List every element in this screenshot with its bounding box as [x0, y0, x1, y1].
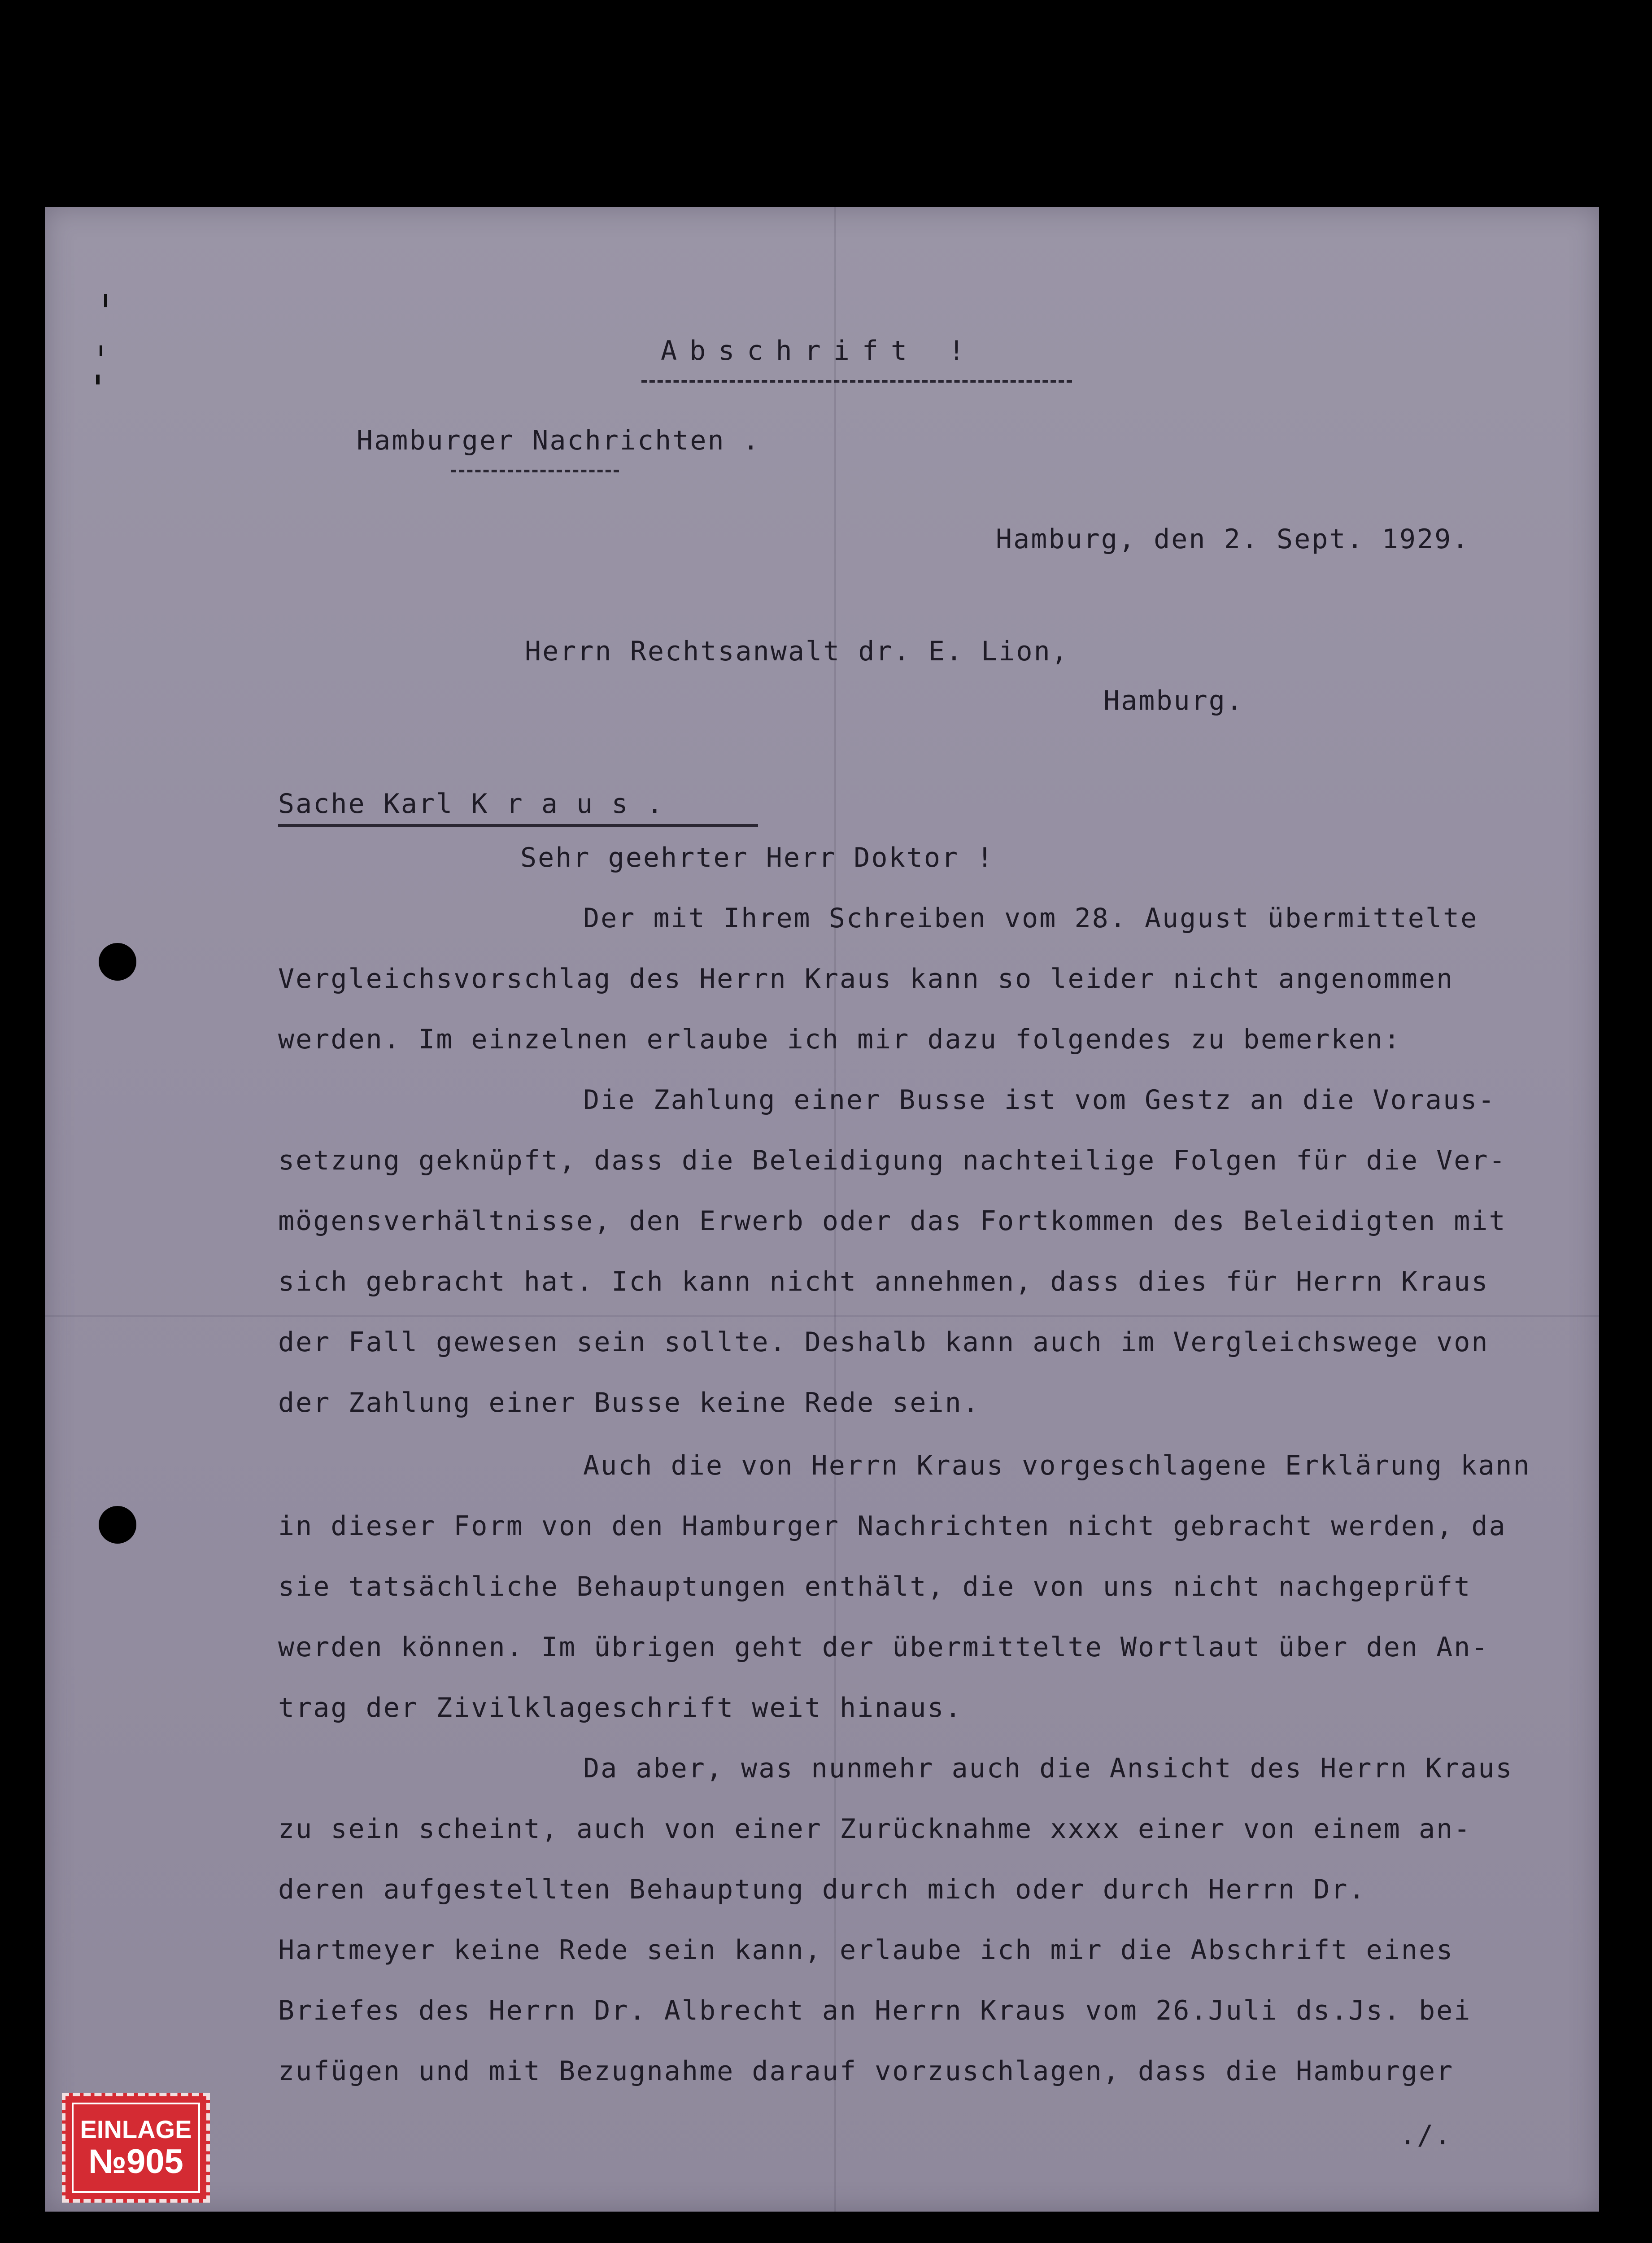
horizontal-fold	[45, 1315, 1599, 1317]
continuation-mark: ./.	[1399, 2120, 1452, 2151]
stamp-label: EINLAGE	[80, 2115, 192, 2143]
body-line: zu sein scheint, auch von einer Zurücknahme xxxx einer von einem an-	[278, 1813, 1472, 1845]
sender-underline	[451, 470, 619, 472]
body-line: Vergleichsvorschlag des Herrn Kraus kann so leider nicht angenommen	[278, 963, 1454, 995]
body-line: Auch die von Herrn Kraus vorgeschlagene Erklärung kann	[583, 1450, 1531, 1481]
margin-mark	[104, 294, 107, 307]
body-line: sich gebracht hat. Ich kann nicht annehmen, dass dies für Herrn Kraus	[278, 1266, 1489, 1297]
punch-hole-lower	[99, 1506, 136, 1544]
sender-name: Hamburger Nachrichten .	[357, 425, 760, 456]
body-line: werden können. Im übrigen geht der übermittelte Wortlaut über den An-	[278, 1632, 1489, 1663]
body-line: Da aber, was nunmehr auch die Ansicht des Herrn Kraus	[583, 1753, 1513, 1784]
margin-mark	[96, 375, 100, 384]
body-line: in dieser Form von den Hamburger Nachrichten nicht gebracht werden, da	[278, 1510, 1507, 1542]
recipient-line-2: Hamburg.	[1103, 685, 1244, 716]
body-line: trag der Zivilklageschrift weit hinaus.	[278, 1692, 963, 1724]
body-line: zufügen und mit Bezugnahme darauf vorzuschlagen, dass die Hamburger	[278, 2055, 1454, 2087]
heading-abschrift: Abschrift !	[661, 335, 977, 367]
body-line: setzung geknüpft, dass die Beleidigung nachteilige Folgen für die Ver-	[278, 1145, 1507, 1176]
stamp-number: №905	[88, 2142, 183, 2181]
body-line: der Zahlung einer Busse keine Rede sein.	[278, 1387, 980, 1418]
letter-sheet	[45, 207, 1599, 2212]
body-line: Briefes des Herrn Dr. Albrecht an Herrn Kraus vom 26.Juli ds.Js. bei	[278, 1995, 1472, 2026]
body-line: deren aufgestellten Behauptung durch mich oder durch Herrn Dr.	[278, 1874, 1366, 1905]
margin-mark	[100, 345, 102, 356]
einlage-stamp	[62, 2093, 210, 2203]
stamp-frame	[72, 2103, 200, 2193]
date-line: Hamburg, den 2. Sept. 1929.	[996, 524, 1470, 555]
body-line: Der mit Ihrem Schreiben vom 28. August übermittelte	[583, 903, 1478, 934]
subject-line: Sache Karl K r a u s .	[278, 788, 664, 820]
body-line: werden. Im einzelnen erlaube ich mir dazu folgendes zu bemerken:	[278, 1024, 1401, 1055]
subject-underline	[278, 824, 758, 827]
recipient-line-1: Herrn Rechtsanwalt dr. E. Lion,	[525, 636, 1069, 667]
heading-underline	[641, 380, 1072, 383]
punch-hole-upper	[99, 943, 136, 981]
body-line: Die Zahlung einer Busse ist vom Gestz an die Voraus-	[583, 1084, 1496, 1116]
body-line: mögensverhältnisse, den Erwerb oder das Fortkommen des Beleidigten mit	[278, 1205, 1507, 1237]
body-line: der Fall gewesen sein sollte. Deshalb kann auch im Vergleichswege von	[278, 1327, 1489, 1358]
body-line: sie tatsächliche Behauptungen enthält, die von uns nicht nachgeprüft	[278, 1571, 1472, 1602]
salutation: Sehr geehrter Herr Doktor !	[520, 842, 994, 873]
body-line: Hartmeyer keine Rede sein kann, erlaube ich mir die Abschrift eines	[278, 1934, 1454, 1966]
